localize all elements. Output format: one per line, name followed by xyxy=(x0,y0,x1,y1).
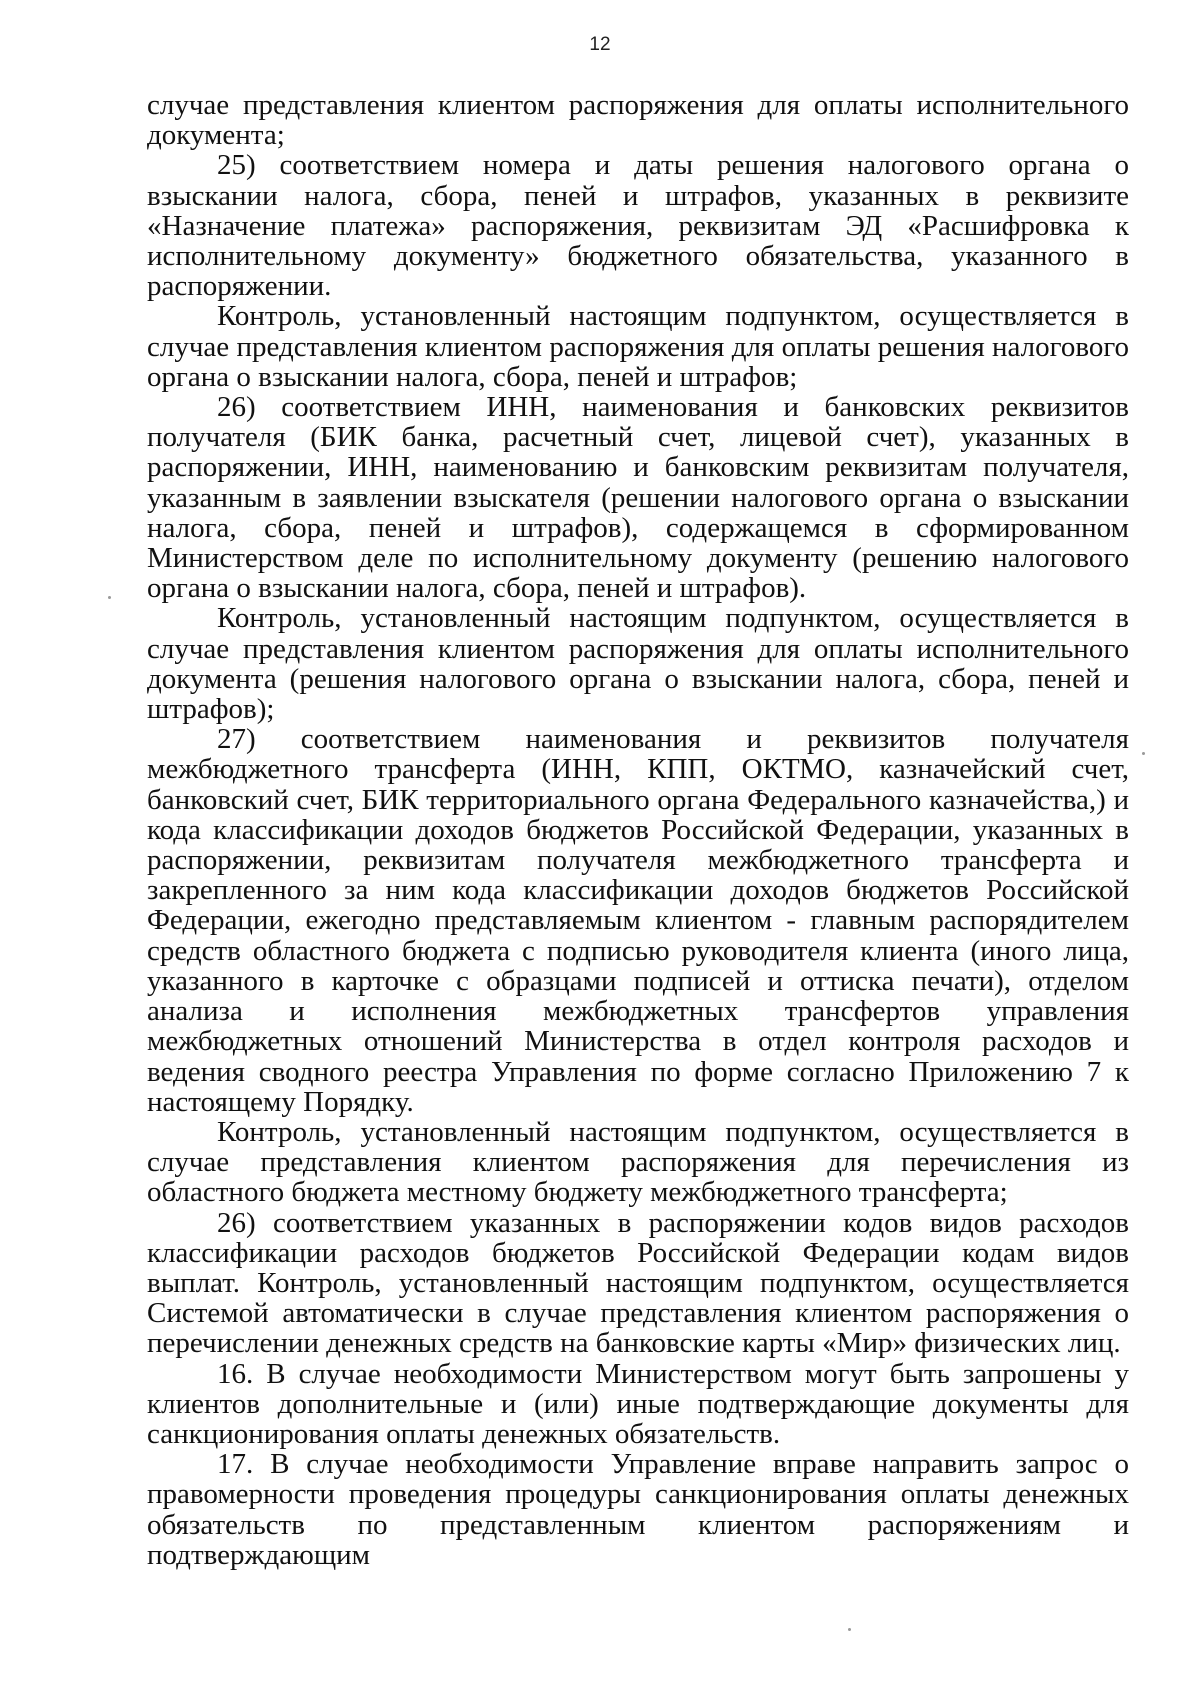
document-body xyxy=(147,90,1129,1570)
page-number: 12 xyxy=(589,34,611,55)
paragraph: 27) соответствием наименования и реквизитов получателя межбюджетного трансферта (ИНН, КПП, ОКТМО, казначейский счет, банковский счет, БИК территориального органа Федерального казначейства,) и кода классификации доходов бюджетов Российской Федерации, указанных в распоряжении, реквизитам получателя межбюджетного трансферта и закрепленного за ним кода классификации доходов бюджетов Российской Федерации, ежегодно представляемым клиентом - главным распорядителем средств областного бюджета с подписью руководителя клиента (иного лица, указанного в карточке с образцами подписей и оттиска печати), отделом анализа и исполнения межбюджетных трансфертов управления межбюджетных отношений Министерства в отдел контроля расходов и ведения сводного реестра Управления по форме согласно Приложению 7 к настоящему Порядку. xyxy=(147,723,1129,1118)
scan-speck xyxy=(108,596,111,599)
paragraph: 26) соответствием указанных в распоряжении кодов видов расходов классификации расходов бюджетов Российской Федерации кодам видов выплат. Контроль, установленный настоящим подпунктом, осуществляется Системой автоматически в случае представления клиентом распоряжения о перечислении денежных средств на банковские карты «Мир» физических лиц. xyxy=(147,1206,1129,1360)
scan-speck xyxy=(1142,752,1145,755)
paragraph: Контроль, установленный настоящим подпунктом, осуществляется в случае представления клиентом распоряжения для оплаты исполнительного документа (решения налогового органа о взыскании налога, сбора, пеней и штрафов); xyxy=(147,602,1129,726)
paragraph: 25) соответствием номера и даты решения налогового органа о взыскании налога, сбора, пеней и штрафов, указанных в реквизите «Назначение платежа» распоряжения, реквизитам ЭД «Расшифровка к исполнительному документу» бюджетного обязательства, указанного в распоряжении. xyxy=(147,149,1129,303)
paragraph: Контроль, установленный настоящим подпунктом, осуществляется в случае представления клиентом распоряжения для оплаты решения налогового органа о взыскании налога, сбора, пеней и штрафов; xyxy=(147,300,1129,393)
paragraph: случае представления клиентом распоряжения для оплаты исполнительного документа; xyxy=(147,89,1129,152)
paragraph: 16. В случае необходимости Министерством могут быть запрошены у клиентов дополнительные и (или) иные подтверждающие документы для санкционирования оплаты денежных обязательств. xyxy=(147,1357,1129,1450)
scan-speck xyxy=(848,1628,851,1631)
paragraph: 26) соответствием ИНН, наименования и банковских реквизитов получателя (БИК банка, расчетный счет, лицевой счет), указанных в распоряжении, ИНН, наименованию и банковским реквизитам получателя, указанным в заявлении взыскателя (решении налогового органа о взыскании налога, сбора, пеней и штрафов), содержащемся в сформированном Министерством деле по исполнительному документу (решению налогового органа о взыскании налога, сбора, пеней и штрафов). xyxy=(147,391,1129,605)
paragraph: 17. В случае необходимости Управление вправе направить запрос о правомерности проведения процедуры санкционирования оплаты денежных обязательств по представленным клиентом распоряжениям и подтверждающим xyxy=(147,1448,1129,1571)
paragraph: Контроль, установленный настоящим подпунктом, осуществляется в случае представления клиентом распоряжения для перечисления из областного бюджета местному бюджету межбюджетного трансферта; xyxy=(147,1115,1129,1209)
